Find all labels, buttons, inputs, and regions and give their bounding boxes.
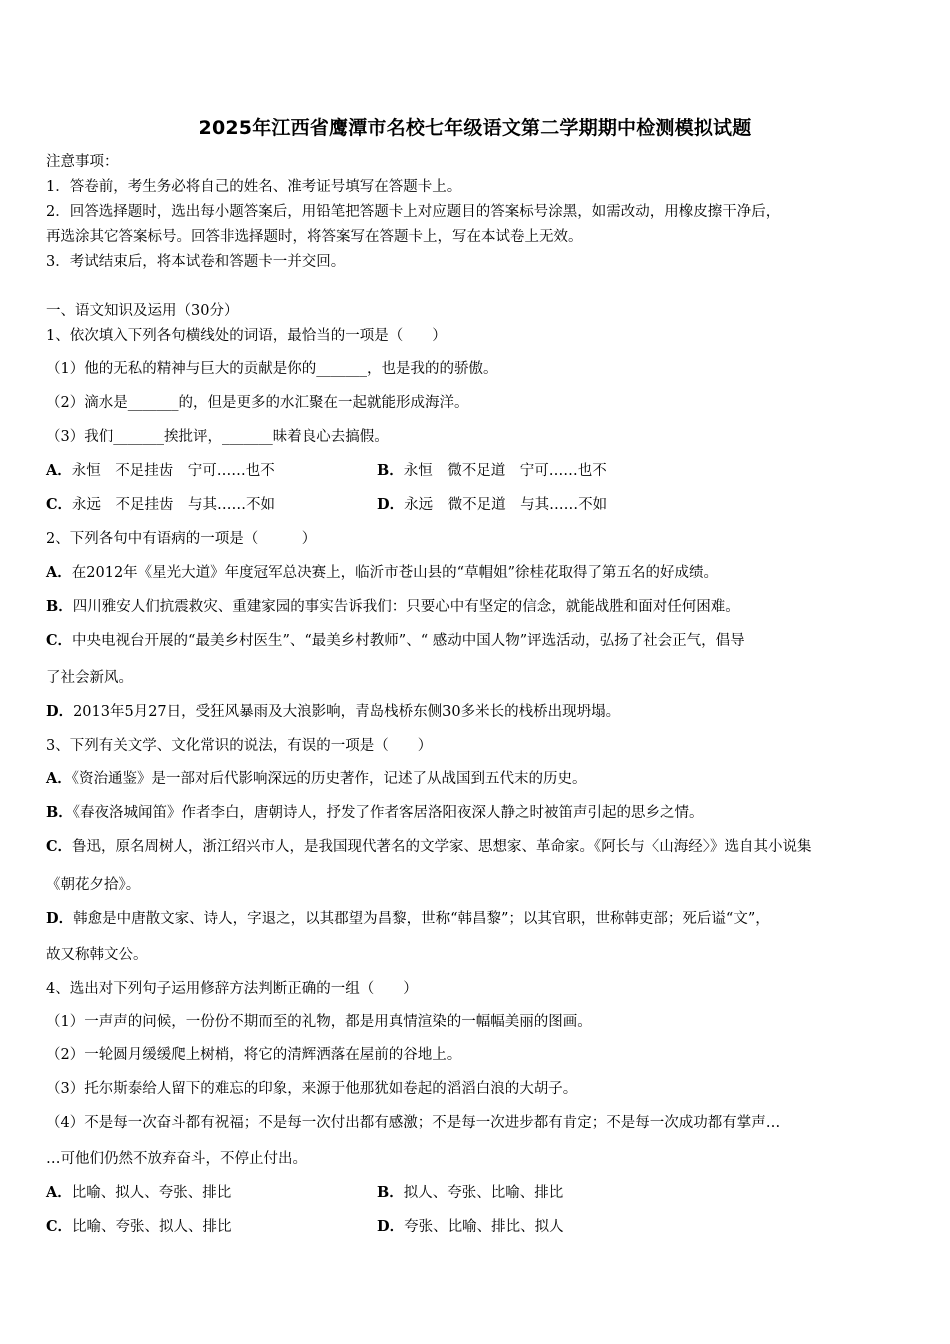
- question-4-sentence: （3）托尔斯泰给人留下的难忘的印象，来源于他那犹如卷起的滔滔白浪的大胡子。: [46, 1081, 578, 1097]
- question-3-option-d: D．韩愈是中唐散文家、诗人，字退之，以其郡望为昌黎，世称“韩昌黎”；以其官职，世称韩吏部；死后谥“文”，: [46, 910, 770, 927]
- question-4-option-b: B．拟人、夸张、比喻、排比: [377, 1184, 564, 1201]
- question-4-sentence: （4）不是每一次奋斗都有祝福；不是每一次付出都有感激；不是每一次进步都有肯定；不是每一次成功都有掌声…: [46, 1115, 781, 1131]
- question-3-option-c: C．鲁迅，原名周树人，浙江绍兴市人，是我国现代著名的文学家、思想家、革命家。《阿长与〈山海经〉》选自其小说集: [46, 838, 812, 855]
- question-4-sentence: （1）一声声的问候，一份份不期而至的礼物，都是用真情渲染的一幅幅美丽的图画。: [46, 1014, 592, 1030]
- notice-item: 3．考试结束后，将本试卷和答题卡一并交回。: [46, 254, 346, 270]
- question-4-option-d: D．夸张、比喻、排比、拟人: [377, 1218, 564, 1235]
- section-heading: 一、语文知识及运用（30分）: [46, 303, 239, 319]
- question-1-option-d: D．永远 微不足道 与其……不如: [377, 496, 608, 513]
- question-4-stem: 4、选出对下列句子运用修辞方法判断正确的一组（ ）: [46, 981, 418, 997]
- notice-item: 2．回答选择题时，选出每小题答案后，用铅笔把答题卡上对应题目的答案标号涂黑，如需改动，用橡皮擦干净后，: [46, 204, 781, 220]
- question-3-option-b: B．《春夜洛城闻笛》作者李白，唐朝诗人，抒发了作者客居洛阳夜深人静之时被笛声引起的思乡之情。: [46, 804, 704, 821]
- question-4-option-c: C．比喻、夸张、拟人、排比: [46, 1218, 232, 1235]
- question-3-option-c-cont: 《朝花夕拾》。: [46, 877, 141, 893]
- question-1-sentence: （2）滴水是_______的，但是更多的水汇聚在一起就能形成海洋。: [46, 395, 469, 411]
- question-1-option-c: C．永远 不足挂齿 与其……不如: [46, 496, 276, 513]
- question-4-option-a: A．比喻、拟人、夸张、排比: [46, 1184, 232, 1201]
- question-2-option-c-cont: 了社会新风。: [46, 670, 133, 686]
- question-1-option-a: A．永恒 不足挂齿 宁可……也不: [46, 462, 275, 479]
- notice-heading: 注意事项：: [46, 154, 119, 170]
- question-2-option-a: A．在2012年《星光大道》年度冠军总决赛上，临沂市苍山县的“草帽姐”徐桂花取得了第五名的好成绩。: [46, 564, 718, 581]
- question-1-option-b: B．永恒 微不足道 宁可……也不: [377, 462, 607, 479]
- page-title: 2025年江西省鹰潭市名校七年级语文第二学期期中检测模拟试题: [198, 117, 752, 139]
- notice-item: 再选涂其它答案标号。回答非选择题时，将答案写在答题卡上，写在本试卷上无效。: [46, 229, 583, 245]
- question-3-stem: 3、下列有关文学、文化常识的说法，有误的一项是（ ）: [46, 738, 433, 754]
- question-2-stem: 2、下列各句中有语病的一项是（ ）: [46, 531, 317, 547]
- question-4-sentence-cont: …可他们仍然不放弃奋斗，不停止付出。: [46, 1151, 307, 1167]
- question-1-sentence: （3）我们_______挨批评，_______昧着良心去搞假。: [46, 429, 389, 445]
- question-3-option-a: A．《资治通鉴》是一部对后代影响深远的历史著作，记述了从战国到五代末的历史。: [46, 770, 587, 787]
- question-2-option-d: D．2013年5月27日，受狂风暴雨及大浪影响，青岛栈桥东侧30多米长的栈桥出现坍塌。: [46, 703, 621, 720]
- question-2-option-b: B．四川雅安人们抗震救灾、重建家园的事实告诉我们：只要心中有坚定的信念，就能战胜和面对任何困难。: [46, 598, 740, 615]
- question-1-stem: 1、依次填入下列各句横线处的词语，最恰当的一项是（ ）: [46, 328, 447, 344]
- notice-item: 1．答卷前，考生务必将自己的姓名、准考证号填写在答题卡上。: [46, 179, 462, 195]
- question-1-sentence: （1）他的无私的精神与巨大的贡献是你的_______，也是我的的骄傲。: [46, 361, 498, 377]
- question-2-option-c: C．中央电视台开展的“最美乡村医生”、“最美乡村教师”、“ 感动中国人物”评选活动，弘扬了社会正气，倡导: [46, 632, 745, 649]
- question-3-option-d-cont: 故又称韩文公。: [46, 947, 148, 963]
- question-4-sentence: （2）一轮圆月缓缓爬上树梢，将它的清辉洒落在屋前的谷地上。: [46, 1047, 462, 1063]
